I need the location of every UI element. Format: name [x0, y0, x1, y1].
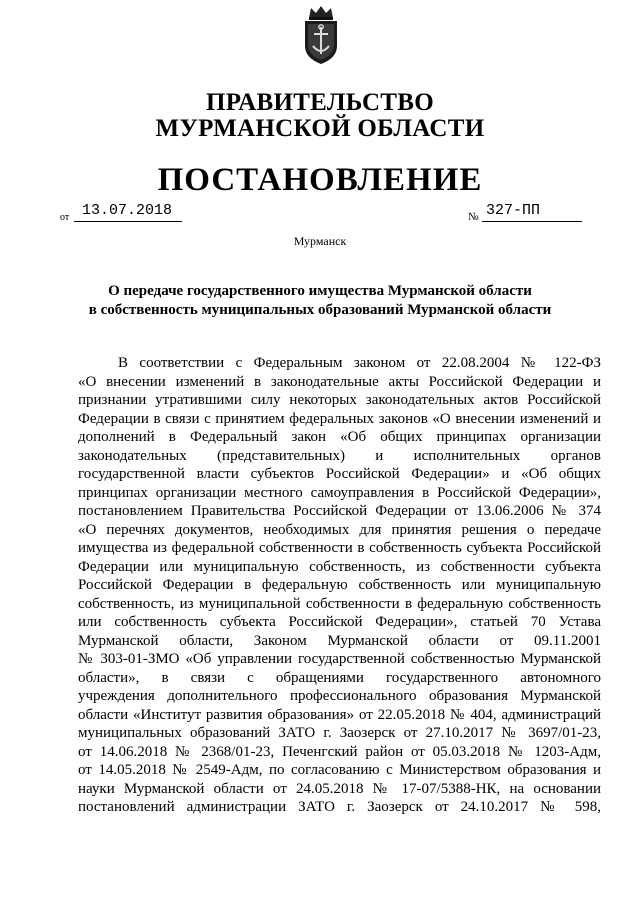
subject-line2: в собственность муниципальных образований Мурманской области [88, 302, 552, 318]
city-name: Мурманск [293, 234, 347, 248]
body-line: Федерации или муниципальную собственность, из собственности субъекта [78, 558, 601, 575]
document-body [78, 354, 601, 817]
body-line: имущества из федеральной собственности в собственность субъекта Российской [78, 540, 601, 556]
body-line: «О внесении изменений в законодательные акты Российской Федерации и [78, 373, 601, 390]
body-line: муниципальных образований ЗАТО г. Заозерск от 27.10.2017 № 3697/01-23, [78, 725, 601, 741]
document-date: 13.07.2018 [74, 201, 182, 222]
document-number: 327-ПП [482, 201, 582, 222]
body-line: области», в связи с обращениями государственного автономного [78, 669, 601, 686]
coat-of-arms-icon [299, 4, 343, 66]
body-line: признании утратившими силу некоторых законодательных актов Российской [78, 392, 601, 408]
body-line: от 14.06.2018 № 2368/01-23, Печенгский район от 05.03.2018 № 1203-Адм, [78, 743, 601, 760]
subject-line1: О передаче государственного имущества Мурманской области [108, 283, 532, 299]
body-line: Российской Федерации в федеральную собственность или муниципальную [78, 577, 601, 593]
body-line: от 14.05.2018 № 2549-Адм, по согласованию с Министерством образования и [78, 762, 601, 778]
date-prefix: от [60, 212, 70, 223]
body-line: Федерации в связи с принятием федеральных законов «О внесении изменений и [78, 410, 601, 427]
body-line: государственной власти субъектов Российской Федерации» и «Об общих [78, 466, 601, 482]
body-line: постановлением Правительства Российской Федерации от 13.06.2006 № 374 [78, 503, 601, 519]
body-line: или собственность субъекта Российской Федерации», статьей 70 Устава [78, 614, 601, 630]
body-line: науки Мурманской области от 24.05.2018 № 17-07/5388-НК, на основании [78, 780, 601, 797]
document-type-title: ПОСТАНОВЛЕНИЕ [157, 162, 483, 198]
number-prefix: № [468, 211, 479, 223]
body-line: принципах организации местного самоуправления в Российской Федерации», [78, 484, 601, 501]
body-line: собственность, из муниципальной собственности в федеральную собственность [78, 595, 601, 612]
body-line: Мурманской области, Законом Мурманской области от 09.11.2001 [78, 632, 601, 649]
government-title-line2: МУРМАНСКОЙ ОБЛАСТИ [155, 115, 485, 142]
body-line: дополнений в Федеральный закон «Об общих принципах организации [78, 429, 601, 445]
body-line: «О перечнях документов, необходимых для принятия решения о передаче [78, 521, 601, 538]
government-title-line1: ПРАВИТЕЛЬСТВО [206, 89, 434, 116]
body-line: законодательных (представительных) и исполнительных органов [78, 447, 601, 464]
body-line: В соответствии с Федеральным законом от 22.08.2004 № 122-ФЗ [118, 355, 601, 371]
body-line: № 303-01-ЗМО «Об управлении государственной собственностью Мурманской [78, 651, 601, 667]
body-line: области «Институт развития образования» от 22.05.2018 № 404, администраций [78, 706, 601, 723]
body-line: учреждения дополнительного профессионального образования Мурманской [78, 688, 601, 704]
body-line: постановлений администрации ЗАТО г. Заозерск от 24.10.2017 № 598, [78, 799, 601, 815]
